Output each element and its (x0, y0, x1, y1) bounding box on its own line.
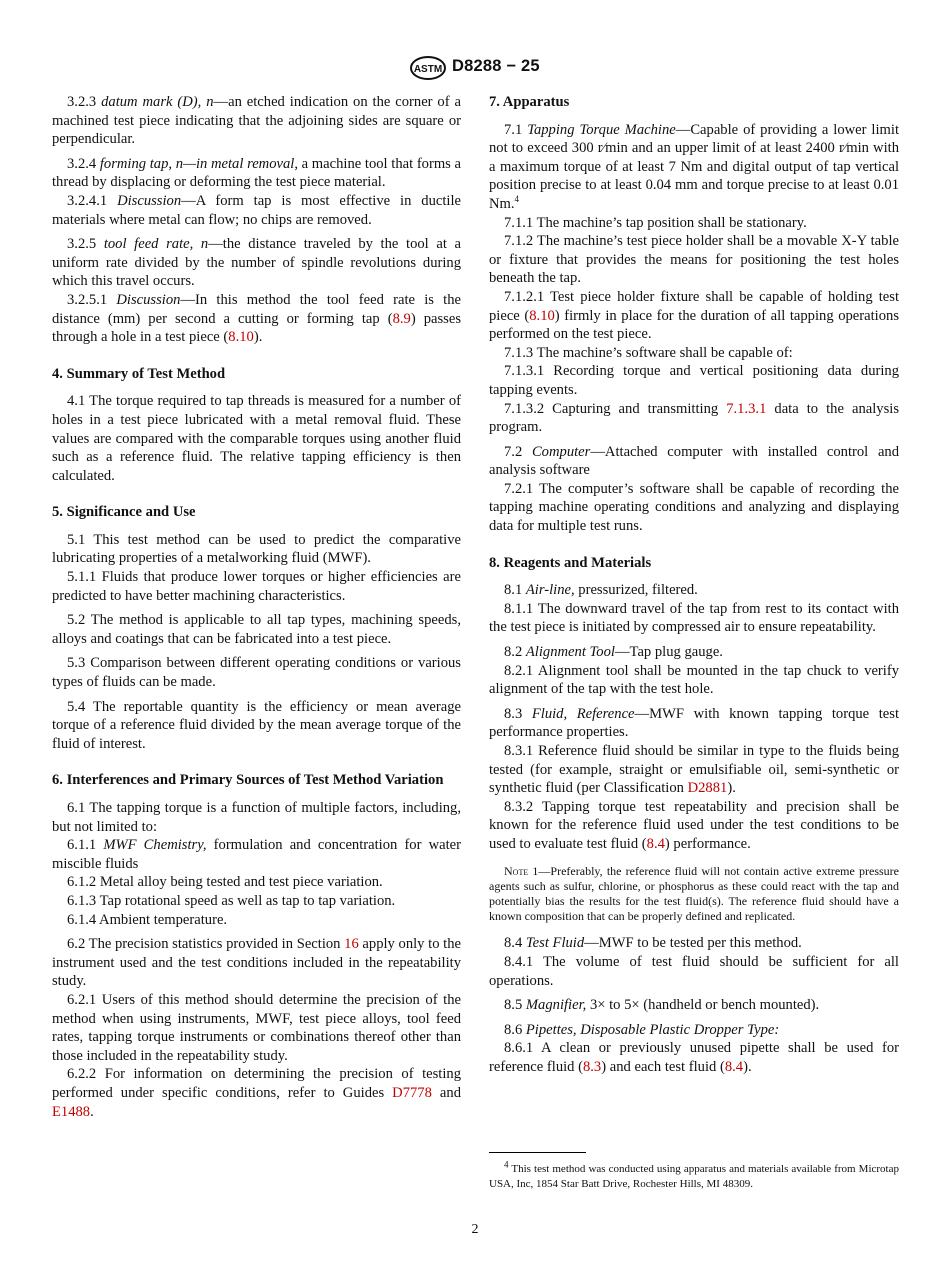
footnote-divider (489, 1152, 586, 1153)
para-7-1-3-2: 7.1.3.2 Capturing and transmitting 7.1.3.1 data to the analysis program. (489, 400, 899, 436)
ref-link[interactable]: D2881 (687, 780, 728, 797)
astm-logo-icon (409, 56, 447, 80)
para-8-6-1: 8.6.1 A clean or previously unused pipette shall be used for reference fluid (8.3) and each test fluid (8.4). (489, 1040, 899, 1075)
para-7-1-1: 7.1.1 The machine’s tap position shall be stationary. (504, 214, 807, 231)
section-heading-4: 4. Summary of Test Method (52, 365, 226, 382)
para-5-1-1: 5.1.1 Fluids that produce lower torques or higher efficiencies are predicted to have better machining characteristics. (52, 569, 461, 604)
para-8-5: 8.5 Magnifier, 3× to 5× (handheld or bench mounted). (504, 997, 820, 1014)
ref-link[interactable]: 8.10 (228, 329, 254, 346)
para-7-1-3: 7.1.3 The machine’s software shall be capable of: (504, 344, 793, 361)
note-1: Note 1—Preferably, the reference fluid will not contain active extreme pressure agents such as sulfur, chlorine, or phosphorus as these could react with the tap and potentially bias the results for the test fluid(s). The reference fluid should have a known composition that can be properly defined and replicated. (489, 863, 899, 924)
right-column (489, 93, 899, 1077)
para-3-2-3: 3.2.3 datum mark (D), n—an etched indication on the corner of a machined test piece indicating that the adjoining sides are square or perpendicular. (52, 94, 461, 148)
para-8-4-1: 8.4.1 The volume of test fluid should be sufficient for all operations. (489, 953, 899, 989)
para-8-3-2: 8.3.2 Tapping torque test repeatability and precision shall be known for the reference fluid used under the test conditions to be used to evaluate test fluid (8.4) performance. (489, 798, 899, 852)
para-6-1-3: 6.1.3 Tap rotational speed as well as tap to tap variation. (67, 892, 396, 909)
left-column (52, 93, 461, 1121)
page-header (0, 56, 950, 86)
ref-link[interactable]: 8.4 (724, 1058, 744, 1075)
para-8-4: 8.4 Test Fluid—MWF to be tested per this method. (504, 935, 802, 952)
para-3-2-5: 3.2.5 tool feed rate, n—the distance traveled by the tool at a uniform rate divided by the number of spindle revolutions during which this travel occurs. (52, 236, 461, 290)
para-8-3: 8.3 Fluid, Reference—MWF with known tapping torque test performance properties. (489, 705, 900, 741)
para-8-1: 8.1 Air-line, pressurized, filtered. (504, 582, 698, 599)
para-7-1-2-1: 7.1.2.1 Test piece holder fixture shall be capable of holding test piece (8.10) firmly in place for the duration of all tapping operations performed on the test piece. (489, 288, 900, 343)
para-3-2-4: 3.2.4 forming tap, n—in metal removal, a machine tool that forms a thread by displacing or deforming the test piece material. (52, 155, 462, 191)
page-number: 2 (471, 1222, 479, 1237)
para-7-1: 7.1 Tapping Torque Machine—Capable of providing a lower limit not to exceed 300 r⁄min and an upper limit of at least 2400 r⁄min with a maximum torque of at least 7 Nm and digital output of tap vertical position precise to at least 0.04 mm and torque precise to at least 0.01 Nm.$^4$ (489, 121, 899, 212)
para-8-2: 8.2 Alignment Tool—Tap plug gauge. (504, 644, 723, 661)
para-7-1-2: 7.1.2 The machine’s test piece holder shall be a movable X-Y table or fixture that provides the means for positioning the test holes beneath the tap. (489, 233, 899, 287)
para-6-1: 6.1 The tapping torque is a function of multiple factors, including, but not limited to: (52, 800, 461, 835)
section-heading-5: 5. Significance and Use (52, 504, 196, 521)
ref-link[interactable]: D7778 (392, 1084, 432, 1101)
ref-link[interactable]: 8.9 (392, 310, 411, 327)
para-5-1: 5.1 This test method can be used to predict the comparative lubricating properties of a metalworking fluid (MWF). (52, 531, 461, 567)
para-5-4: 5.4 The reportable quantity is the efficiency or mean average torque of a reference fluid divided by the mean average torque of the fluid of interest. (52, 698, 461, 752)
para-6-2: 6.2 The precision statistics provided in Section 16 apply only to the instrument used and the test conditions included in the repeatability study. (52, 936, 461, 990)
para-5-3: 5.3 Comparison between different operating conditions or various types of fluids can be made. (52, 655, 461, 691)
para-8-2-1: 8.2.1 Alignment tool shall be mounted in the tap chuck to verify alignment of the tap with the test hole. (489, 662, 899, 698)
section-heading-7: 7. Apparatus (489, 94, 570, 110)
footnote-4: $^4$ This test method was conducted using apparatus and materials available from Microtap USA, Inc, 1854 Star Batt Drive, Rochester Hills, MI 48309. (489, 1159, 899, 1190)
para-3-2-4-1: 3.2.4.1 Discussion—A form tap is most effective in ductile materials where metal can flow; no chips are removed. (52, 192, 462, 228)
para-8-6: 8.6 Pipettes, Disposable Plastic Dropper Type: (504, 1021, 780, 1038)
ref-link[interactable]: 7.1.3.1 (726, 400, 767, 417)
footnote-ref: 4 (514, 194, 520, 205)
ref-link[interactable]: 16 (344, 936, 359, 953)
ref-link[interactable]: E1488 (52, 1103, 91, 1120)
para-4-1: 4.1 The torque required to tap threads is measured for a number of holes in a test piece lubricated with a metal removal fluid. These values are compared with the comparable torques using another fluid such as a reference fluid. The relative tapping efficiency is then calculated. (52, 393, 461, 484)
para-6-1-1: 6.1.1 MWF Chemistry, formulation and concentration for water miscible fluids (52, 837, 461, 872)
para-6-1-2: 6.1.2 Metal alloy being tested and test piece variation. (67, 874, 383, 891)
para-3-2-5-1: 3.2.5.1 Discussion—In this method the tool feed rate is the distance (mm) per second a cutting or forming tap (8.9) passes through a hole in a test piece (8.10). (52, 291, 462, 346)
para-7-2-1: 7.2.1 The computer’s software shall be capable of recording the tapping machine operating conditions and analyzing and displaying data for multiple test runs. (489, 480, 899, 535)
document-id: D8288 − 25 (452, 57, 540, 75)
svg-text:ASTM: ASTM (413, 64, 443, 75)
para-6-1-4: 6.1.4 Ambient temperature. (67, 911, 228, 928)
section-heading-8: 8. Reagents and Materials (489, 554, 652, 571)
para-6-2-2: 6.2.2 For information on determining the precision of testing performed under specific conditions, refer to Guides D7778 and E1488. (52, 1066, 461, 1120)
para-8-1-1: 8.1.1 The downward travel of the tap from rest to its contact with the test piece is initiated by compressed air to ensure repeatability. (489, 600, 899, 636)
para-7-1-3-1: 7.1.3.1 Recording torque and vertical positioning data during tapping events. (489, 363, 899, 398)
para-6-2-1: 6.2.1 Users of this method should determine the precision of the method when using instruments, MWF, test piece alloys, tool feed rates, tapping torque instruments or combinations thereof other than those included in the repeatability study. (52, 991, 461, 1064)
para-7-2: 7.2 Computer—Attached computer with installed control and analysis software (489, 443, 900, 479)
ref-link[interactable]: 8.4 (646, 835, 665, 852)
ref-link[interactable]: 8.3 (582, 1058, 602, 1075)
para-5-2: 5.2 The method is applicable to all tap types, machining speeds, alloys and coatings that can be fabricated into a test piece. (52, 612, 461, 647)
section-heading-6: 6. Interferences and Primary Sources of Test Method Variation (52, 772, 444, 789)
ref-link[interactable]: 8.10 (529, 307, 555, 324)
para-8-3-1: 8.3.1 Reference fluid should be similar in type to the fluids being tested (for example, straight or emulsifiable oil, semi-synthetic or synthetic fluid (per Classification D2881). (489, 743, 899, 797)
